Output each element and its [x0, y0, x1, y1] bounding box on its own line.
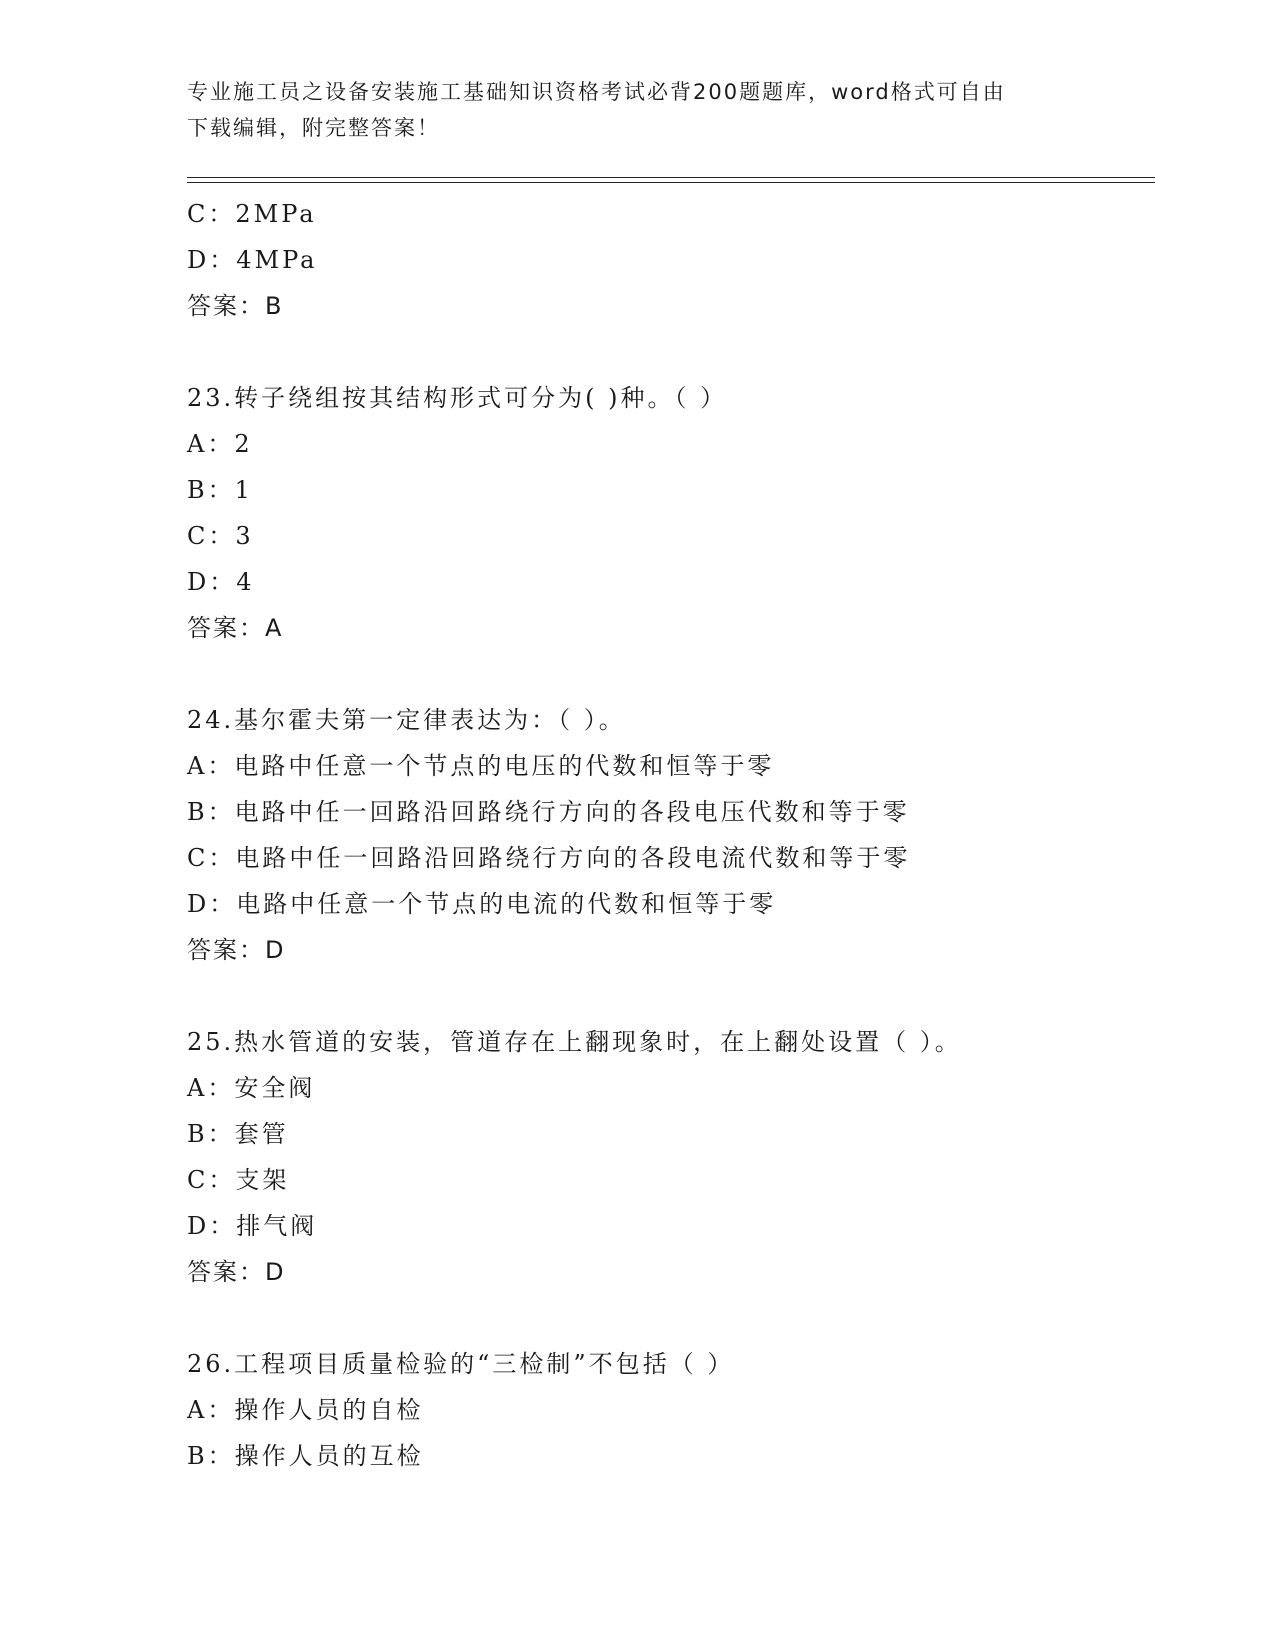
option-b: B：套管: [187, 1120, 289, 1148]
answer-line: 答案：D: [187, 936, 286, 964]
answer-line: 答案：A: [187, 614, 284, 642]
page-header: [187, 74, 1087, 146]
header-title-line-1: 专业施工员之设备安装施工基础知识资格考试必背200题题库，word格式可自由: [187, 80, 1006, 104]
question-25: [187, 1019, 1155, 1295]
option-d: D：电路中任意一个节点的电流的代数和恒等于零: [187, 890, 777, 918]
option-d: D：排气阀: [187, 1212, 318, 1240]
question-23: [187, 375, 1155, 651]
option-b: B：电路中任一回路沿回路绕行方向的各段电压代数和等于零: [187, 798, 910, 826]
answer-line: 答案：B: [187, 292, 284, 320]
header-divider-top: [187, 177, 1155, 178]
question-22-tail: [187, 191, 1155, 329]
option-c: C：电路中任一回路沿回路绕行方向的各段电流代数和等于零: [187, 844, 911, 872]
option-a: A：安全阀: [187, 1074, 316, 1102]
question-stem: 24.基尔霍夫第一定律表达为：（ ）。: [187, 706, 626, 734]
option-a: A：操作人员的自检: [187, 1396, 424, 1424]
spacer: [187, 973, 1155, 1019]
option-d: D：4MPa: [187, 246, 318, 274]
spacer: [187, 651, 1155, 697]
spacer: [187, 1295, 1155, 1341]
option-c: C：支架: [187, 1166, 290, 1194]
spacer: [187, 329, 1155, 375]
option-a: A：2: [187, 430, 253, 458]
question-stem: 26.工程项目质量检验的“三检制”不包括（ ）: [187, 1350, 735, 1378]
option-b: B：1: [187, 476, 253, 504]
document-body: [187, 191, 1155, 1479]
question-26: [187, 1341, 1155, 1479]
header-title-line-2: 下载编辑，附完整答案！: [187, 116, 440, 140]
header-divider-bottom: [187, 182, 1155, 183]
option-a: A：电路中任意一个节点的电压的代数和恒等于零: [187, 752, 775, 780]
option-b: B：操作人员的互检: [187, 1442, 424, 1470]
option-c: C：3: [187, 522, 254, 550]
option-d: D：4: [187, 568, 255, 596]
question-24: [187, 697, 1155, 973]
question-stem: 25.热水管道的安装，管道存在上翻现象时，在上翻处设置（ ）。: [187, 1028, 962, 1056]
answer-line: 答案：D: [187, 1258, 286, 1286]
option-c: C：2MPa: [187, 200, 317, 228]
question-stem: 23.转子绕组按其结构形式可分为( )种。（ ）: [187, 384, 728, 412]
